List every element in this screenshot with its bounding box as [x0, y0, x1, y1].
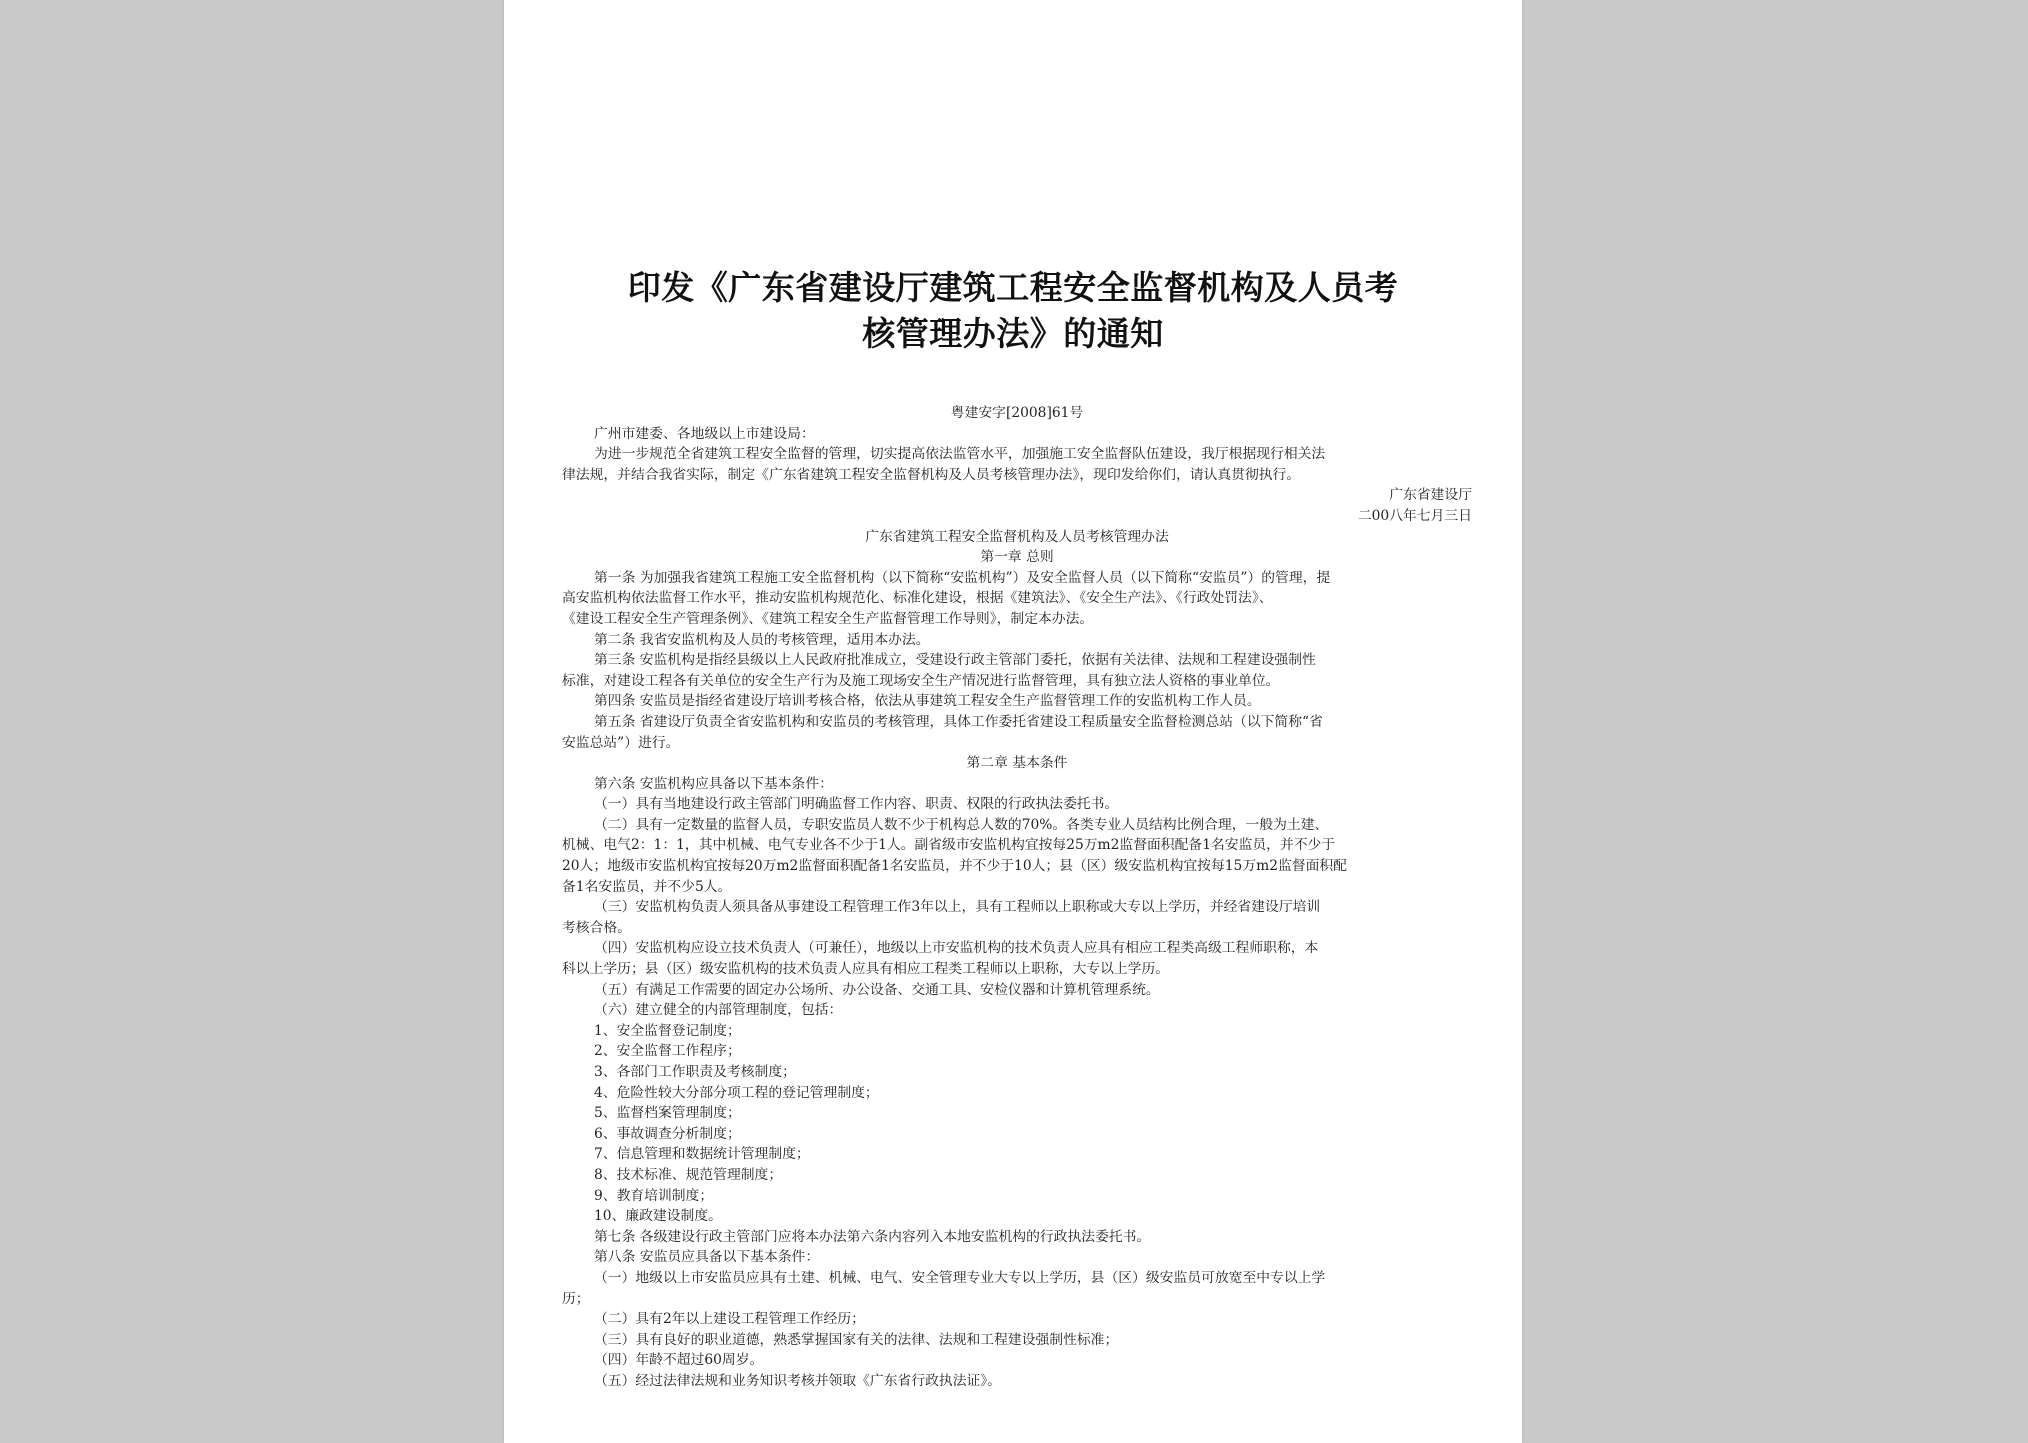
- document-line: 1、安全监督登记制度；: [594, 1022, 741, 1039]
- document-line: 第五条 省建设厅负责全省安监机构和安监员的考核管理，具体工作委托省建设工程质量安全监督检测总站（以下简称“省: [594, 713, 1323, 730]
- document-line: 机械、电气2：1：1，其中机械、电气专业各不少于1人。副省级市安监机构宜按每25万m2监督面积配备1名安监员，并不少于: [562, 837, 1336, 854]
- document-line: 第一章 总则: [980, 549, 1054, 566]
- document-line: 20人；地级市安监机构宜按每20万m2监督面积配备1名安监员，并不少于10人；县（区）级安监机构宜按每15万m2监督面积配: [562, 858, 1347, 875]
- document-line: 第二章 基本条件: [966, 755, 1068, 772]
- document-line: （二）具有2年以上建设工程管理工作经历；: [594, 1311, 865, 1328]
- document-line: （四）年龄不超过60周岁。: [594, 1352, 764, 1369]
- document-line: 9、教育培训制度；: [594, 1187, 714, 1204]
- document-line: 粤建安字[2008]61号: [950, 405, 1084, 421]
- document-line: 备1名安监员，并不少5人。: [562, 878, 732, 895]
- document-title-line-2: 核管理办法》的通知: [862, 314, 1164, 353]
- document-line: 第三条 安监机构是指经县级以上人民政府批准成立，受建设行政主管部门委托，依据有关法律、法规和工程建设强制性: [594, 652, 1316, 669]
- document-line: （四）安监机构应设立技术负责人（可兼任），地级以上市安监机构的技术负责人应具有相应工程类高级工程师职称，本: [594, 940, 1319, 957]
- document-line: 第二条 我省安监机构及人员的考核管理，适用本办法。: [594, 631, 930, 648]
- document-line: （六）建立健全的内部管理制度，包括：: [594, 1002, 843, 1019]
- document-line: 为进一步规范全省建筑工程安全监督的管理，切实提高依法监管水平，加强施工安全监督队伍建设，我厅根据现行相关法: [594, 446, 1326, 463]
- document-line: 3、各部门工作职责及考核制度；: [594, 1064, 796, 1080]
- document-line: 二00八年七月三日: [1357, 507, 1472, 524]
- document-line: 4、危险性较大分部分项工程的登记管理制度；: [594, 1084, 879, 1101]
- document-page: [504, 0, 1522, 1443]
- document-line: 第四条 安监员是指经省建设厅培训考核合格，依法从事建筑工程安全生产监督管理工作的安监机构工作人员。: [594, 693, 1261, 710]
- document-line: 广州市建委、各地级以上市建设局：: [594, 425, 815, 442]
- document-line: 标准，对建设工程各有关单位的安全生产行为及施工现场安全生产情况进行监督管理，具有独立法人资格的事业单位。: [562, 672, 1280, 689]
- document-line: 广东省建筑工程安全监督机构及人员考核管理办法: [865, 528, 1169, 545]
- document-line: 安监总站”）进行。: [562, 734, 680, 751]
- document-line: 《建设工程安全生产管理条例》、《建筑工程安全生产监督管理工作导则》，制定本办法。: [562, 610, 1094, 627]
- document-line: 8、技术标准、规范管理制度；: [594, 1166, 783, 1183]
- document-line: （五）经过法律法规和业务知识考核并领取《广东省行政执法证》。: [594, 1372, 1002, 1389]
- document-line: （一）具有当地建设行政主管部门明确监督工作内容、职责、权限的行政执法委托书。: [594, 796, 1119, 813]
- document-line: 第六条 安监机构应具备以下基本条件：: [594, 775, 833, 792]
- document-line: 高安监机构依法监督工作水平，推动安监机构规范化、标准化建设，根据《建筑法》、《安全生产法》、《行政处罚法》、: [562, 590, 1273, 607]
- document-line: 考核合格。: [562, 919, 631, 936]
- document-body: [562, 403, 1472, 1392]
- document-line: 10、廉政建设制度。: [594, 1208, 722, 1225]
- document-line: 6、事故调查分析制度；: [594, 1125, 741, 1142]
- document-line: 律法规，并结合我省实际，制定《广东省建筑工程安全监督机构及人员考核管理办法》，现印发给你们，请认真贯彻执行。: [562, 466, 1301, 483]
- document-line: 广东省建设厅: [1389, 487, 1472, 504]
- document-line: （三）安监机构负责人须具备从事建设工程管理工作3年以上，具有工程师以上职称或大专以上学历，并经省建设厅培训: [594, 899, 1321, 916]
- document-line: （五）有满足工作需要的固定办公场所、办公设备、交通工具、安检仪器和计算机管理系统。: [594, 981, 1160, 998]
- document-line: 2、安全监督工作程序；: [594, 1043, 741, 1060]
- document-line: 第七条 各级建设行政主管部门应将本办法第六条内容列入本地安监机构的行政执法委托书。: [594, 1228, 1151, 1245]
- document-line: 科以上学历；县（区）级安监机构的技术负责人应具有相应工程类工程师以上职称，大专以上学历。: [562, 961, 1170, 978]
- document-line: 第一条 为加强我省建筑工程施工安全监督机构（以下简称“安监机构”）及安全监督人员（以下简称“安监员”）的管理，提: [594, 569, 1331, 586]
- document-line: （二）具有一定数量的监督人员，专职安监员人数不少于机构总人数的70%。各类专业人员结构比例合理，一般为土建、: [594, 816, 1329, 833]
- document-line: 7、信息管理和数据统计管理制度；: [594, 1146, 810, 1163]
- document-line: 5、监督档案管理制度；: [594, 1105, 741, 1122]
- document-line: 第八条 安监员应具备以下基本条件：: [594, 1249, 820, 1266]
- document-title-line-1: 印发《广东省建设厅建筑工程安全监督机构及人员考: [627, 268, 1399, 307]
- document-line: （一）地级以上市安监员应具有土建、机械、电气、安全管理专业大专以上学历，县（区）级安监员可放宽至中专以上学: [594, 1269, 1326, 1286]
- document-line: 历；: [562, 1290, 590, 1307]
- document-line: （三）具有良好的职业道德，熟悉掌握国家有关的法律、法规和工程建设强制性标准；: [594, 1331, 1119, 1348]
